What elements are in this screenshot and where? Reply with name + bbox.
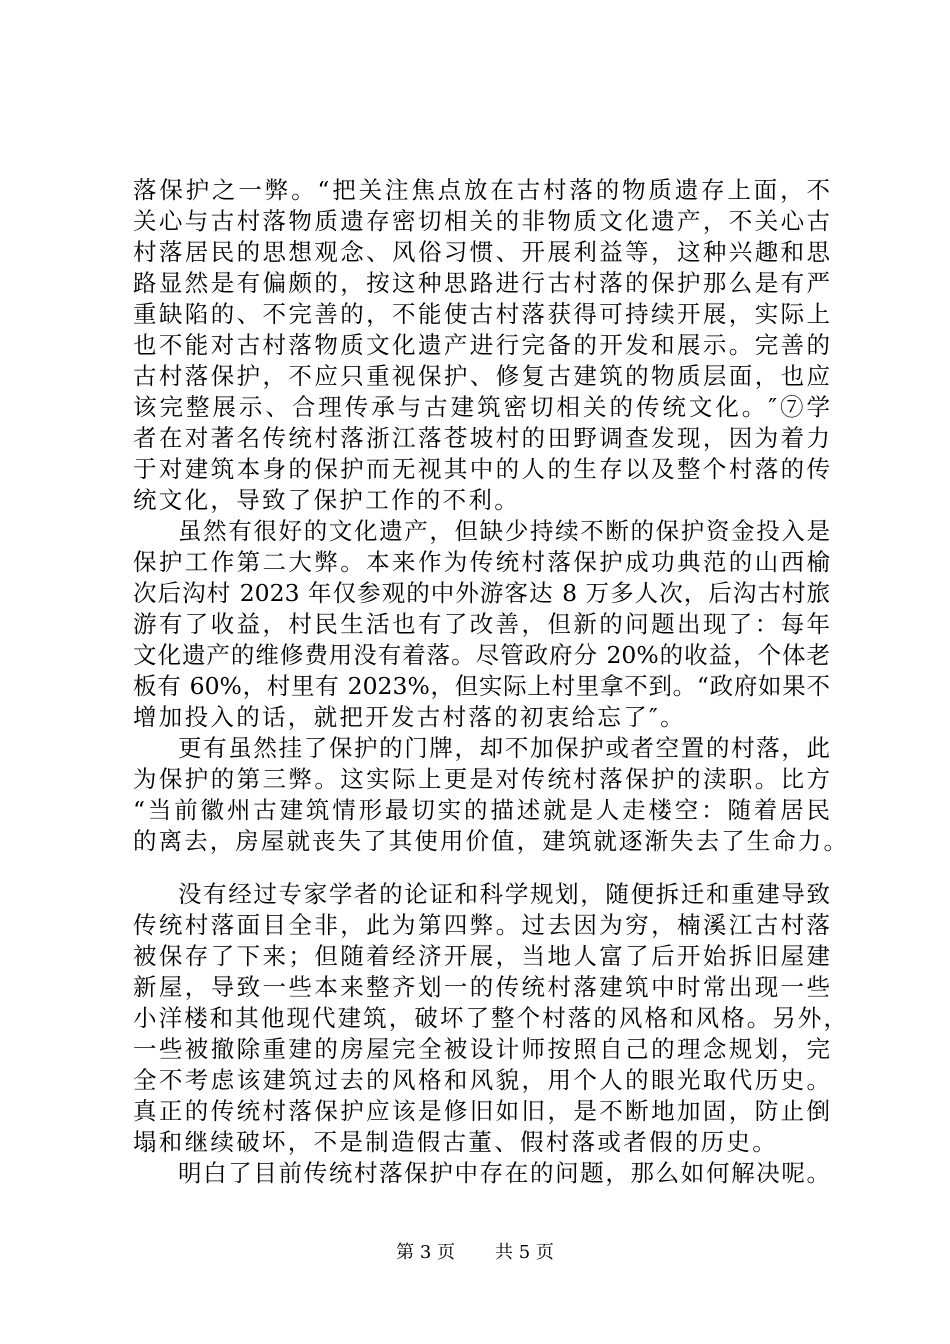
- text-line: 被保存了下来；但随着经济开展，当地人富了后开始拆旧屋建: [133, 942, 830, 970]
- text-line: 虽然有很好的文化遗产，但缺少持续不断的保护资金投入是: [178, 517, 830, 545]
- paragraph-reconstruction-drawback: [133, 879, 847, 1158]
- text-line: 者在对著名传统村落浙江落苍坡村的田野调查发现，因为着力: [133, 424, 830, 452]
- text-line: 一些被撤除重建的房屋完全被设计师按照自己的理念规划，完: [133, 1035, 830, 1063]
- text-line: 没有经过专家学者的论证和科学规划，随便拆迁和重建导致: [178, 880, 830, 908]
- text-line: 重缺陷的、不完善的，不能使古村落获得可持续开展，实际上: [133, 300, 830, 328]
- paragraph-funding-drawback: [133, 516, 830, 733]
- blank-line: [133, 857, 830, 879]
- page-footer: [0, 1241, 950, 1265]
- text-line: 真正的传统村落保护应该是修旧如旧，是不断地加固，防止倒: [133, 1097, 830, 1125]
- document-body: [133, 175, 847, 1189]
- text-line: 村落居民的思想观念、风俗习惯、开展利益等，这种兴趣和思: [133, 238, 830, 266]
- page-number-current: 第 3 页: [396, 1242, 455, 1263]
- text-line: 也不能对古村落物质文化遗产进行完备的开发和展示。完善的: [133, 331, 830, 359]
- text-line: 于对建筑本身的保护而无视其中的人的生存以及整个村落的传: [133, 455, 830, 483]
- text-line: 古村落保护，不应只重视保护、修复古建筑的物质层面，也应: [133, 362, 830, 390]
- text-line: 关心与古村落物质遗存密切相关的非物质文化遗产，不关心古: [133, 207, 830, 235]
- text-line: 落保护之一弊。“把关注焦点放在古村落的物质遗存上面，不: [133, 176, 830, 204]
- text-line: 游有了收益，村民生活也有了改善，但新的问题出现了：每年: [133, 610, 830, 638]
- text-line: 次后沟村 2023 年仅参观的中外游客达 8 万多人次，后沟古村旅: [133, 579, 830, 607]
- text-line: 统文化，导致了保护工作的不利。: [133, 486, 520, 514]
- text-line: 路显然是有偏颇的，按这种思路进行古村落的保护那么是有严: [133, 269, 830, 297]
- text-line: 文化遗产的维修费用没有着落。尽管政府分 20%的收益，个体老: [133, 641, 830, 669]
- text-line: 传统村落面目全非，此为第四弊。过去因为穷，楠溪江古村落: [133, 911, 830, 939]
- text-line: 保护工作第二大弊。本来作为传统村落保护成功典范的山西榆: [133, 548, 830, 576]
- text-line: 全不考虑该建筑过去的风格和风貌，用个人的眼光取代历史。: [133, 1066, 830, 1094]
- text-line: 更有虽然挂了保护的门牌，却不加保护或者空置的村落，此: [178, 734, 830, 762]
- text-line: 明白了目前传统村落保护中存在的问题，那么如何解决呢。: [178, 1159, 830, 1187]
- paragraph-conclusion: [133, 1158, 830, 1189]
- text-line: 的离去，房屋就丧失了其使用价值，建筑就逐渐失去了生命力。: [133, 827, 847, 855]
- paragraph-vacancy-drawback: [133, 733, 847, 857]
- text-line: 塌和继续破坏，不是制造假古董、假村落或者假的历史。: [133, 1128, 778, 1156]
- text-line: 增加投入的话，就把开发古村落的初衷给忘了″。: [133, 703, 686, 731]
- text-line: 新屋，导致一些本来整齐划一的传统村落建筑中时常出现一些: [133, 973, 830, 1001]
- paragraph-first-drawback: [133, 175, 830, 516]
- text-line: “当前徽州古建筑情形最切实的描述就是人走楼空：随着居民: [133, 796, 830, 824]
- text-line: 小洋楼和其他现代建筑，破坏了整个村落的风格和风格。另外，: [133, 1004, 847, 1032]
- text-line: 板有 60%，村里有 2023%，但实际上村里拿不到。“政府如果不: [133, 672, 830, 700]
- page-number-total: 共 5 页: [495, 1242, 554, 1263]
- text-line: 为保护的第三弊。这实际上更是对传统村落保护的渎职。比方: [133, 765, 830, 793]
- text-line: 该完整展示、合理传承与古建筑密切相关的传统文化。″⑦学: [133, 393, 830, 421]
